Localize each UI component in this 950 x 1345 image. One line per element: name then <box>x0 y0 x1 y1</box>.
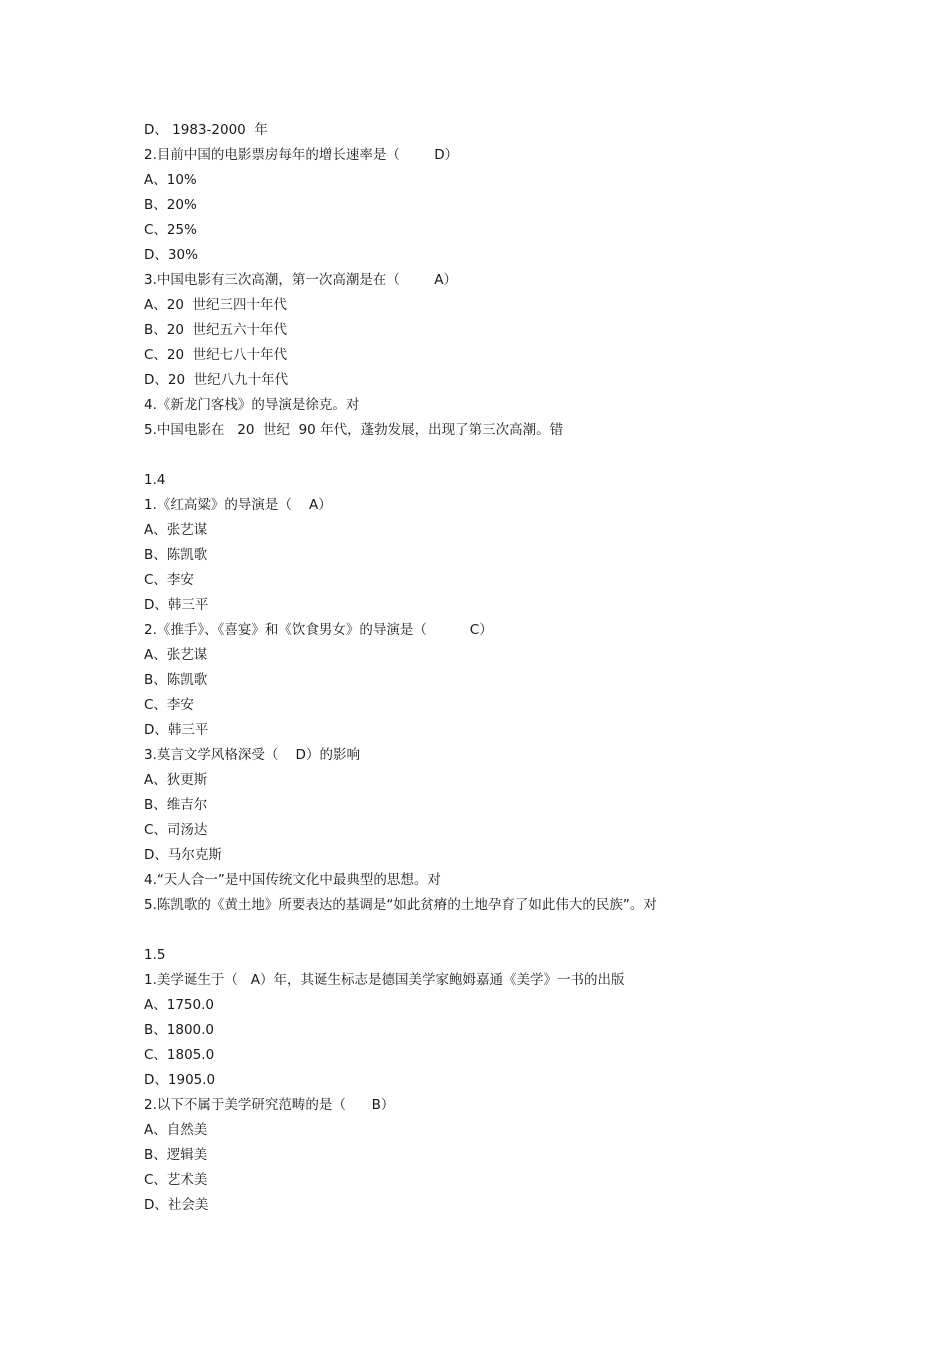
option-d: D、马尔克斯 <box>144 847 222 863</box>
option-a: A、1750.0 <box>144 997 214 1013</box>
option-c: C、艺术美 <box>144 1172 208 1188</box>
option-d: D、韩三平 <box>144 597 209 613</box>
option-b: B、陈凯歌 <box>144 672 208 688</box>
question-4: 4.“天人合一”是中国传统文化中最典型的思想。对 <box>144 872 441 888</box>
option-d: D、 1983-2000 年 <box>144 122 268 138</box>
question-3: 3.莫言文学风格深受（ D）的影响 <box>144 747 360 763</box>
question-4: 4.《新龙门客栈》的导演是徐克。对 <box>144 397 360 413</box>
blank-line <box>144 443 864 468</box>
option-c: C、1805.0 <box>144 1047 215 1063</box>
option-a: A、张艺谋 <box>144 522 208 538</box>
option-c: C、李安 <box>144 697 194 713</box>
option-b: B、20 世纪五六十年代 <box>144 322 288 338</box>
option-d: D、韩三平 <box>144 722 209 738</box>
option-a: A、张艺谋 <box>144 647 208 663</box>
section-heading: 1.4 <box>144 472 166 488</box>
option-a: A、10% <box>144 172 197 188</box>
option-d: D、1905.0 <box>144 1072 216 1088</box>
question-5: 5.陈凯歌的《黄土地》所要表达的基调是“如此贫瘠的土地孕育了如此伟大的民族”。对 <box>144 897 657 913</box>
option-d: D、社会美 <box>144 1197 209 1213</box>
question-1: 1.美学诞生于（ A）年，其诞生标志是德国美学家鲍姆嘉通《美学》一书的出版 <box>144 972 625 988</box>
option-c: C、李安 <box>144 572 194 588</box>
question-5: 5.中国电影在 20 世纪 90 年代，蓬勃发展，出现了第三次高潮。错 <box>144 422 564 438</box>
option-a: A、20 世纪三四十年代 <box>144 297 287 313</box>
document-page <box>144 118 864 1218</box>
option-b: B、1800.0 <box>144 1022 214 1038</box>
option-c: C、司汤达 <box>144 822 208 838</box>
option-c: C、25% <box>144 222 197 238</box>
question-2: 2.目前中国的电影票房每年的增长速率是（ D） <box>144 147 459 163</box>
blank-line <box>144 918 864 943</box>
option-d: D、20 世纪八九十年代 <box>144 372 289 388</box>
question-2: 2.《推手》、《喜宴》和《饮食男女》的导演是（ C） <box>144 622 493 638</box>
option-b: B、逻辑美 <box>144 1147 208 1163</box>
option-d: D、30% <box>144 247 198 263</box>
option-a: A、狄更斯 <box>144 772 208 788</box>
question-3: 3.中国电影有三次高潮，第一次高潮是在（ A） <box>144 272 457 288</box>
option-b: B、陈凯歌 <box>144 547 208 563</box>
option-a: A、自然美 <box>144 1122 208 1138</box>
option-c: C、20 世纪七八十年代 <box>144 347 288 363</box>
section-heading: 1.5 <box>144 947 166 963</box>
option-b: B、维吉尔 <box>144 797 208 813</box>
option-b: B、20% <box>144 197 197 213</box>
question-2: 2.以下不属于美学研究范畴的是（ B） <box>144 1097 395 1113</box>
question-1: 1.《红高粱》的导演是（ A） <box>144 497 332 513</box>
